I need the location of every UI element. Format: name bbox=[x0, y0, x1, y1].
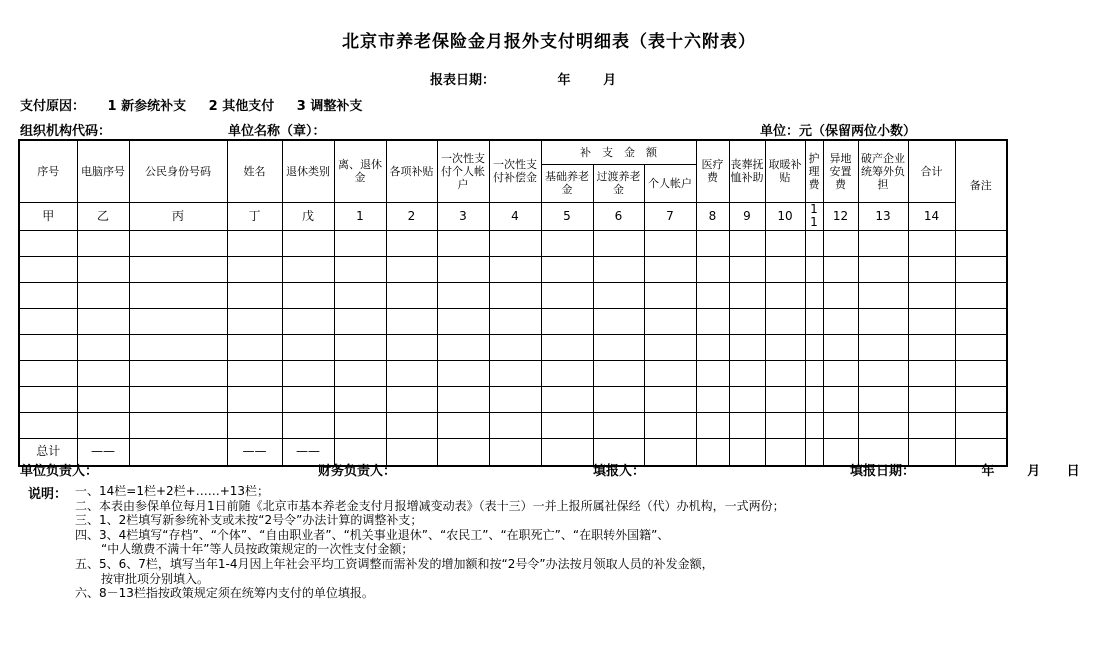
empty-cell bbox=[955, 308, 1007, 334]
empty-cell bbox=[955, 256, 1007, 282]
empty-cell bbox=[644, 386, 696, 412]
empty-cell bbox=[19, 412, 77, 438]
empty-cell bbox=[19, 360, 77, 386]
empty-cell bbox=[77, 386, 129, 412]
empty-cell bbox=[593, 256, 644, 282]
payment-reason-option-2: 2 其他支付 bbox=[208, 99, 275, 114]
empty-cell bbox=[593, 230, 644, 256]
org-code-label: 组织机构代码： bbox=[20, 124, 112, 139]
empty-cell bbox=[386, 230, 437, 256]
empty-cell bbox=[765, 308, 805, 334]
code-cell: 甲 bbox=[19, 202, 77, 230]
empty-cell bbox=[19, 282, 77, 308]
empty-cell bbox=[765, 256, 805, 282]
empty-cell bbox=[437, 282, 489, 308]
note-5-continued: 按审批项分别填入。 bbox=[101, 571, 210, 586]
col-header-computer-no: 电脑序号 bbox=[77, 140, 129, 202]
payment-detail-table bbox=[18, 139, 1008, 467]
col-header-seq: 序号 bbox=[19, 140, 77, 202]
empty-cell bbox=[729, 386, 765, 412]
empty-cell bbox=[489, 282, 541, 308]
empty-row bbox=[19, 256, 1007, 282]
empty-cell bbox=[437, 386, 489, 412]
empty-cell bbox=[765, 360, 805, 386]
payment-reason-option-1: 1 新参统补支 bbox=[107, 99, 187, 114]
empty-cell bbox=[19, 334, 77, 360]
empty-cell bbox=[334, 308, 386, 334]
empty-cell bbox=[334, 412, 386, 438]
empty-row bbox=[19, 230, 1007, 256]
empty-cell bbox=[805, 334, 823, 360]
empty-cell bbox=[334, 360, 386, 386]
empty-cell bbox=[386, 308, 437, 334]
empty-cell bbox=[282, 386, 334, 412]
empty-cell bbox=[858, 256, 908, 282]
empty-cell bbox=[805, 386, 823, 412]
empty-cell bbox=[227, 230, 282, 256]
empty-cell bbox=[77, 282, 129, 308]
empty-cell bbox=[489, 334, 541, 360]
empty-cell bbox=[908, 412, 955, 438]
fill-date-line bbox=[850, 460, 1080, 479]
empty-cell bbox=[805, 230, 823, 256]
empty-cell bbox=[729, 438, 765, 466]
col-header-personal-account: 个人帐户 bbox=[644, 164, 696, 202]
empty-cell bbox=[437, 308, 489, 334]
col-header-subsidies: 各项补贴 bbox=[386, 140, 437, 202]
empty-cell bbox=[858, 334, 908, 360]
empty-cell bbox=[541, 230, 593, 256]
empty-cell bbox=[334, 334, 386, 360]
notes-label: 说明： bbox=[28, 487, 68, 502]
empty-cell bbox=[489, 412, 541, 438]
empty-cell bbox=[19, 308, 77, 334]
note-4: 四、3、4栏填写“存档”、“个体”、“自由职业者”、“机关事业退休”、“农民工”、“在职死亡”、“在职转外国籍”、 bbox=[75, 527, 670, 542]
empty-cell bbox=[19, 386, 77, 412]
note-3: 三、1、2栏填写新参统补支或未按“2号令”办法计算的调整补支； bbox=[75, 513, 423, 528]
empty-cell bbox=[77, 334, 129, 360]
empty-cell bbox=[489, 308, 541, 334]
filler-label: 填报人： bbox=[593, 464, 646, 479]
code-cell: 1 bbox=[334, 202, 386, 230]
empty-cell bbox=[696, 438, 729, 466]
empty-cell bbox=[227, 282, 282, 308]
empty-cell bbox=[955, 334, 1007, 360]
empty-cell bbox=[955, 386, 1007, 412]
empty-cell bbox=[805, 360, 823, 386]
empty-cell bbox=[437, 230, 489, 256]
empty-cell bbox=[541, 256, 593, 282]
empty-cell bbox=[489, 438, 541, 466]
empty-cell bbox=[541, 438, 593, 466]
empty-cell bbox=[696, 386, 729, 412]
empty-cell bbox=[805, 308, 823, 334]
empty-cell bbox=[541, 334, 593, 360]
empty-cell bbox=[437, 334, 489, 360]
note-1: 一、14栏=1栏+2栏+……+13栏； bbox=[75, 484, 270, 498]
empty-cell bbox=[805, 282, 823, 308]
empty-cell bbox=[858, 386, 908, 412]
unit-manager-label: 单位负责人： bbox=[20, 464, 99, 479]
empty-cell bbox=[823, 308, 858, 334]
unit-money-label: 单位：元（保留两位小数） bbox=[760, 124, 917, 139]
empty-cell bbox=[644, 334, 696, 360]
empty-cell bbox=[696, 412, 729, 438]
empty-cell bbox=[437, 438, 489, 466]
header-row-1 bbox=[19, 140, 1007, 164]
empty-row bbox=[19, 412, 1007, 438]
empty-cell bbox=[489, 230, 541, 256]
code-cell: 戊 bbox=[282, 202, 334, 230]
unit-name-label: 单位名称（章）： bbox=[228, 124, 326, 139]
col-header-basic-pension: 基础养老金 bbox=[541, 164, 593, 202]
empty-cell bbox=[77, 308, 129, 334]
empty-cell bbox=[227, 386, 282, 412]
empty-cell bbox=[729, 308, 765, 334]
empty-cell bbox=[77, 360, 129, 386]
empty-cell bbox=[805, 256, 823, 282]
empty-cell bbox=[129, 334, 227, 360]
empty-row bbox=[19, 308, 1007, 334]
report-date-line bbox=[430, 69, 616, 88]
empty-cell bbox=[386, 256, 437, 282]
empty-cell bbox=[823, 386, 858, 412]
empty-cell bbox=[19, 230, 77, 256]
empty-cell bbox=[437, 360, 489, 386]
empty-cell bbox=[765, 334, 805, 360]
col-header-id-number: 公民身份号码 bbox=[129, 140, 227, 202]
empty-cell bbox=[729, 360, 765, 386]
empty-cell bbox=[19, 256, 77, 282]
fill-date-year: 年 bbox=[981, 464, 995, 479]
empty-cell bbox=[644, 412, 696, 438]
code-cell: 2 bbox=[386, 202, 437, 230]
empty-cell bbox=[541, 308, 593, 334]
col-header-total: 合计 bbox=[908, 140, 955, 202]
col-header-lumpsum-compensation: 一次性支付补偿金 bbox=[489, 140, 541, 202]
empty-cell bbox=[489, 256, 541, 282]
empty-cell bbox=[282, 282, 334, 308]
empty-cell bbox=[129, 230, 227, 256]
empty-cell bbox=[696, 282, 729, 308]
empty-cell bbox=[282, 230, 334, 256]
col-header-nursing-fee: 护理费 bbox=[805, 140, 823, 202]
empty-cell bbox=[858, 282, 908, 308]
empty-cell bbox=[858, 308, 908, 334]
empty-cell bbox=[489, 386, 541, 412]
total-dash: —— bbox=[227, 438, 282, 466]
empty-cell bbox=[386, 412, 437, 438]
empty-cell bbox=[129, 386, 227, 412]
empty-cell bbox=[908, 256, 955, 282]
code-cell: 乙 bbox=[77, 202, 129, 230]
empty-cell bbox=[696, 308, 729, 334]
note-6: 六、8－13栏指按政策规定须在统筹内支付的单位填报。 bbox=[75, 586, 374, 601]
code-cell: 4 bbox=[489, 202, 541, 230]
col-header-lumpsum-personal-account: 一次性支付个人帐户 bbox=[437, 140, 489, 202]
note-2: 二、本表由参保单位每月1日前随《北京市基本养老金支付月报增减变动表》（表十三）一并上报所属社保经（代）办机构，一式两份； bbox=[75, 498, 785, 513]
code-cell: 8 bbox=[696, 202, 729, 230]
code-cell: 12 bbox=[823, 202, 858, 230]
code-cell: 14 bbox=[908, 202, 955, 230]
empty-cell bbox=[908, 334, 955, 360]
empty-cell bbox=[227, 412, 282, 438]
empty-cell bbox=[955, 360, 1007, 386]
code-cell: 7 bbox=[644, 202, 696, 230]
col-header-heating-subsidy: 取暖补贴 bbox=[765, 140, 805, 202]
group-header-supplement-amount: 补 支 金 额 bbox=[541, 140, 696, 164]
empty-cell bbox=[805, 412, 823, 438]
empty-cell bbox=[129, 360, 227, 386]
report-date-month: 月 bbox=[603, 73, 617, 88]
total-dash: —— bbox=[282, 438, 334, 466]
empty-cell bbox=[765, 438, 805, 466]
empty-cell bbox=[729, 334, 765, 360]
page-title: 北京市养老保险金月报外支付明细表（表十六附表） bbox=[342, 32, 756, 52]
code-cell: 3 bbox=[437, 202, 489, 230]
empty-row bbox=[19, 360, 1007, 386]
empty-cell bbox=[955, 282, 1007, 308]
code-cell: 11 bbox=[805, 202, 823, 230]
payment-reason-line bbox=[20, 95, 362, 114]
empty-cell bbox=[593, 412, 644, 438]
empty-cell bbox=[908, 230, 955, 256]
empty-cell bbox=[908, 386, 955, 412]
empty-cell bbox=[858, 230, 908, 256]
empty-row bbox=[19, 282, 1007, 308]
empty-cell bbox=[386, 386, 437, 412]
empty-cell bbox=[227, 308, 282, 334]
empty-cell bbox=[955, 412, 1007, 438]
col-header-transitional-pension: 过渡养老金 bbox=[593, 164, 644, 202]
empty-cell bbox=[227, 256, 282, 282]
code-cell: 10 bbox=[765, 202, 805, 230]
fill-date-month: 月 bbox=[1027, 464, 1041, 479]
empty-cell bbox=[644, 282, 696, 308]
empty-cell bbox=[541, 360, 593, 386]
code-cell: 5 bbox=[541, 202, 593, 230]
empty-cell bbox=[227, 334, 282, 360]
empty-cell bbox=[489, 360, 541, 386]
empty-cell bbox=[77, 412, 129, 438]
empty-cell bbox=[129, 282, 227, 308]
empty-cell bbox=[765, 412, 805, 438]
empty-cell bbox=[129, 412, 227, 438]
table-body bbox=[19, 140, 1007, 466]
empty-cell bbox=[593, 360, 644, 386]
col-header-funeral-subsidy: 丧葬抚恤补助 bbox=[729, 140, 765, 202]
empty-cell bbox=[729, 230, 765, 256]
code-cell: 9 bbox=[729, 202, 765, 230]
total-label: 总计 bbox=[19, 438, 77, 466]
empty-cell bbox=[765, 230, 805, 256]
fill-date-label: 填报日期： bbox=[850, 464, 916, 479]
note-4-continued: “中人缴费不满十年”等人员按政策规定的一次性支付金额； bbox=[101, 542, 414, 557]
empty-cell bbox=[729, 282, 765, 308]
empty-cell bbox=[858, 412, 908, 438]
empty-cell bbox=[77, 256, 129, 282]
col-header-medical-fee: 医疗费 bbox=[696, 140, 729, 202]
empty-cell bbox=[541, 386, 593, 412]
col-header-remark: 备注 bbox=[955, 140, 1007, 230]
empty-cell bbox=[593, 334, 644, 360]
empty-cell bbox=[437, 256, 489, 282]
empty-cell bbox=[593, 282, 644, 308]
empty-cell bbox=[644, 360, 696, 386]
empty-cell bbox=[696, 256, 729, 282]
empty-cell bbox=[823, 256, 858, 282]
empty-cell bbox=[644, 256, 696, 282]
empty-cell bbox=[823, 360, 858, 386]
empty-cell bbox=[858, 360, 908, 386]
empty-cell bbox=[129, 256, 227, 282]
empty-row bbox=[19, 386, 1007, 412]
empty-cell bbox=[823, 282, 858, 308]
empty-cell bbox=[729, 412, 765, 438]
report-date-label: 报表日期： bbox=[430, 73, 496, 88]
empty-cell bbox=[282, 412, 334, 438]
code-cell: 丁 bbox=[227, 202, 282, 230]
empty-cell bbox=[644, 308, 696, 334]
empty-cell bbox=[386, 282, 437, 308]
empty-cell bbox=[908, 282, 955, 308]
empty-cell bbox=[955, 230, 1007, 256]
empty-cell bbox=[282, 360, 334, 386]
empty-cell bbox=[541, 412, 593, 438]
code-cell: 丙 bbox=[129, 202, 227, 230]
empty-cell bbox=[765, 282, 805, 308]
total-dash: —— bbox=[77, 438, 129, 466]
finance-manager-label: 财务负责人： bbox=[318, 464, 397, 479]
empty-cell bbox=[282, 256, 334, 282]
empty-row bbox=[19, 334, 1007, 360]
empty-cell bbox=[282, 334, 334, 360]
empty-cell bbox=[129, 308, 227, 334]
payment-reason-option-3: 3 调整补支 bbox=[296, 99, 363, 114]
empty-cell bbox=[334, 230, 386, 256]
empty-cell bbox=[129, 438, 227, 466]
notes-block bbox=[75, 484, 785, 601]
report-date-year: 年 bbox=[557, 73, 571, 88]
empty-cell bbox=[334, 386, 386, 412]
empty-cell bbox=[437, 412, 489, 438]
empty-cell bbox=[765, 386, 805, 412]
empty-cell bbox=[696, 334, 729, 360]
empty-cell bbox=[908, 308, 955, 334]
empty-cell bbox=[823, 230, 858, 256]
empty-cell bbox=[77, 230, 129, 256]
col-header-bankrupt-burden: 破产企业统筹外负担 bbox=[858, 140, 908, 202]
fill-date-day: 日 bbox=[1066, 464, 1080, 479]
empty-cell bbox=[696, 230, 729, 256]
empty-cell bbox=[696, 360, 729, 386]
empty-cell bbox=[823, 334, 858, 360]
col-header-pension: 离、退休金 bbox=[334, 140, 386, 202]
empty-cell bbox=[593, 386, 644, 412]
code-row bbox=[19, 202, 1007, 230]
empty-cell bbox=[908, 360, 955, 386]
empty-cell bbox=[541, 282, 593, 308]
empty-cell bbox=[593, 308, 644, 334]
code-cell: 6 bbox=[593, 202, 644, 230]
empty-cell bbox=[386, 334, 437, 360]
empty-cell bbox=[729, 256, 765, 282]
code-cell: 13 bbox=[858, 202, 908, 230]
col-header-name: 姓名 bbox=[227, 140, 282, 202]
empty-cell bbox=[805, 438, 823, 466]
empty-cell bbox=[386, 360, 437, 386]
empty-cell bbox=[644, 230, 696, 256]
empty-cell bbox=[227, 360, 282, 386]
empty-cell bbox=[334, 256, 386, 282]
note-5: 五、5、6、7栏，填写当年1-4月因上年社会平均工资调整而需补发的增加额和按“2号令”办法按月领取人员的补发金额， bbox=[75, 556, 714, 571]
col-header-relocation-fee: 异地安置费 bbox=[823, 140, 858, 202]
col-header-retire-type: 退休类别 bbox=[282, 140, 334, 202]
empty-cell bbox=[823, 412, 858, 438]
payment-reason-label: 支付原因： bbox=[20, 99, 86, 114]
empty-cell bbox=[644, 438, 696, 466]
empty-cell bbox=[282, 308, 334, 334]
empty-cell bbox=[334, 282, 386, 308]
